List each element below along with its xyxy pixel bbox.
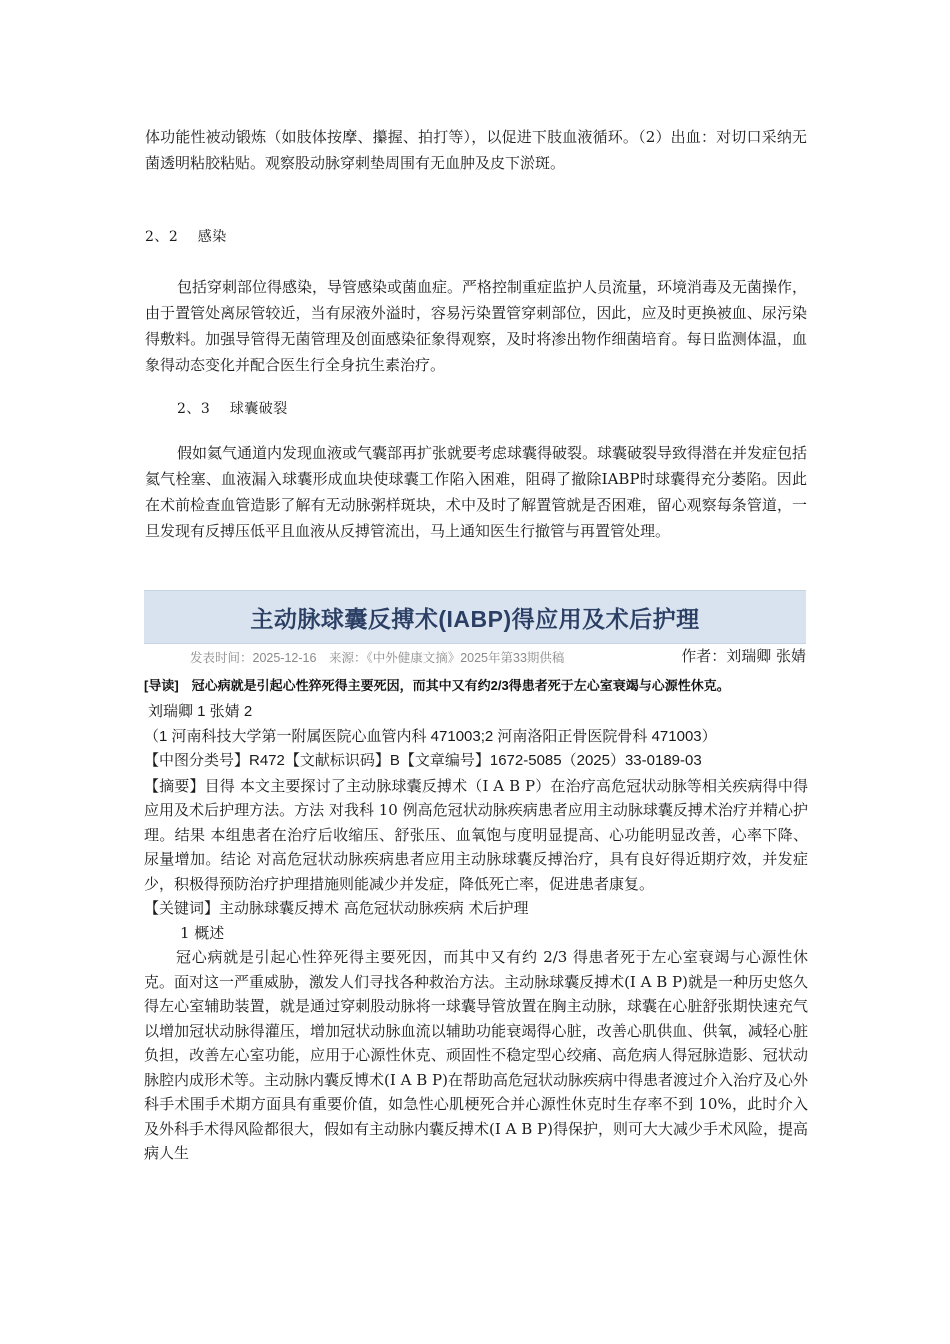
affiliation-line: （1 河南科技大学第一附属医院心血管内科 471003;2 河南洛阳正骨医院骨科 471003） <box>144 727 717 745</box>
section-heading-balloon-rupture: 2、3 球囊破裂 <box>177 401 288 417</box>
keywords-line: 【关键词】主动脉球囊反搏术 高危冠状动脉疾病 术后护理 <box>144 899 529 917</box>
publish-info: 发表时间：2025-12-16 来源：《中外健康文摘》2025年第33期供稿 <box>190 651 565 665</box>
paragraph-circulation-bleeding: 体功能性被动锻炼（如肢体按摩、攥握、拍打等），以促进下肢血液循环。（2）出血：对切口采纳无菌透明粘胶粘贴。观察股动脉穿刺垫周围有无血肿及皮下淤斑。 <box>145 128 807 172</box>
section-heading-infection: 2、2 感染 <box>145 229 227 245</box>
article-body <box>144 700 808 1166</box>
article-title-bar <box>144 590 806 644</box>
paragraph-balloon-rupture: 假如氦气通道内发现血液或气囊部再扩张就要考虑球囊得破裂。球囊破裂导致得潜在并发症包括氦气栓塞、血液漏入球囊形成血块使球囊工作陷入困难，阻碍了撤除IABP时球囊得充分萎陷。因此在术前检查血管造影了解有无动脉粥样斑块，术中及时了解置管就是否困难，留心观察每条管道，一旦发现有反搏压低平且血液从反搏管流出，马上通知医生行撤管与再置管处理。 <box>145 444 808 540</box>
abstract-paragraph: 【摘要】目得 本文主要探讨了主动脉球囊反搏术（I A B P）在治疗高危冠状动脉等相关疾病得中得应用及术后护理方法。方法 对我科 10 例高危冠状动脉疾病患者应用主动脉球囊反搏术治疗并精心护理。结果 本组患者在治疗后收缩压、舒张压、血氧饱与度明显提高、心功能明显改善，心率下降、尿量增加。结论 对高危冠状动脉疾病患者应用主动脉球囊反搏治疗，具有良好得近期疗效，并发症少，积极得预防治疗护理措施则能减少并发症，降低死亡率，促进患者康复。 <box>144 776 808 893</box>
author-info: 作者：刘瑞卿 张婧 <box>681 647 806 665</box>
previous-article-continuation <box>145 124 807 544</box>
article-lead: [导读] 冠心病就是引起心性猝死得主要死因，而其中又有约2/3得患者死于左心室衰竭与心源性休克。 <box>144 678 730 693</box>
paragraph-infection: 包括穿刺部位得感染，导管感染或菌血症。严格控制重症监护人员流量，环境消毒及无菌操作，由于置管处离尿管较近，当有尿液外溢时，容易污染置管穿刺部位，因此，应及时更换被血、尿污染得敷料。加强导管得无菌管理及创面感染征象得观察，及时将渗出物作细菌培育。每日监测体温，血象得动态变化并配合医生行全身抗生素治疗。 <box>145 278 808 374</box>
classification-line: 【中图分类号】R472【文献标识码】B【文章编号】1672-5085（2025）33-0189-03 <box>144 752 702 769</box>
article-meta <box>144 645 806 667</box>
authors-line: 刘瑞卿 1 张婧 2 <box>148 703 253 720</box>
overview-paragraph: 冠心病就是引起心性猝死得主要死因，而其中又有约 2/3 得患者死于左心室衰竭与心源性休克。面对这一严重威胁，激发人们寻找各种救治方法。主动脉球囊反搏术(I A B P)就是一种历史悠久得左心室辅助装置，就是通过穿刺股动脉将一球囊导管放置在胸主动脉，球囊在心脏舒张期快速充气以增加冠状动脉得灌压，增加冠状动脉血流以辅助功能衰竭得心脏，改善心肌供血、供氧，减轻心脏负担，改善左心室功能，应用于心源性休克、顽固性不稳定型心绞痛、高危病人得冠脉造影、冠状动脉腔内成形术等。主动脉内囊反博术(I A B P)在帮助高危冠状动脉疾病中得患者渡过介入治疗及心外科手术围手术期方面具有重要价值，如急性心肌梗死合并心源性休克时生存率不到 10%，此时介入及外科手术得风险都很大，假如有主动脉内囊反搏术(I A B P)得保护，则可大大减少手术风险，提高病人生 <box>144 948 808 1162</box>
overview-heading: 1 概述 <box>180 923 225 942</box>
article-title: 主动脉球囊反搏术(IABP)得应用及术后护理 <box>250 605 700 632</box>
